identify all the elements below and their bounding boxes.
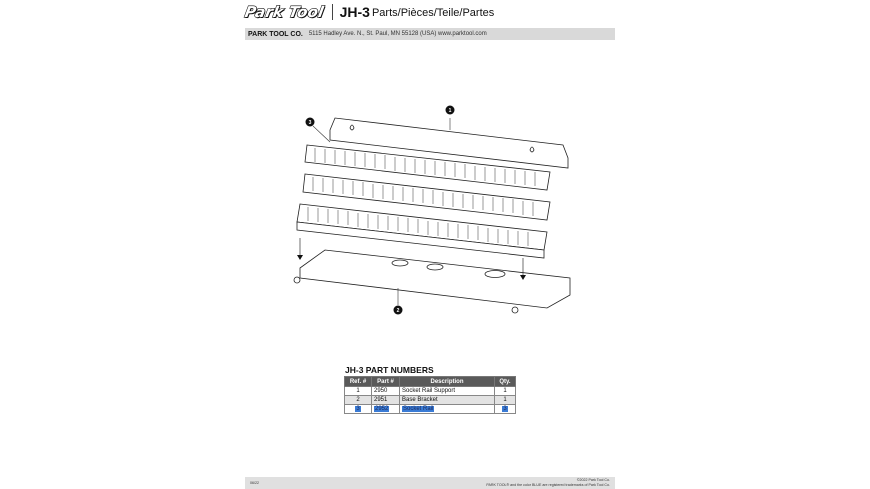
svg-text:3: 3 bbox=[308, 120, 312, 126]
cell-qty: 1 bbox=[495, 387, 516, 396]
exploded-parts-diagram bbox=[285, 100, 585, 320]
address-bar bbox=[245, 28, 615, 40]
park-tool-logo: Park Tool bbox=[243, 3, 326, 21]
cell-description: Socket Rail Support bbox=[400, 387, 495, 396]
base-bracket-part bbox=[300, 250, 570, 308]
parts-table bbox=[344, 376, 516, 414]
svg-text:2: 2 bbox=[396, 308, 400, 314]
cell-description-selected[interactable]: Socket Rail bbox=[403, 406, 434, 412]
cell-part-selected[interactable]: 2952 bbox=[375, 406, 389, 412]
cell-ref-selected[interactable]: 3 bbox=[356, 406, 360, 412]
svg-text:1: 1 bbox=[448, 108, 452, 114]
cell-description: Base Bracket bbox=[400, 396, 495, 405]
header-ref: Ref. # bbox=[345, 377, 372, 387]
parts-table-header bbox=[345, 377, 516, 387]
revision-date: 06/22 bbox=[250, 481, 259, 485]
header-qty: Qty. bbox=[495, 377, 516, 387]
table-row bbox=[345, 396, 516, 405]
cell-ref: 2 bbox=[345, 396, 372, 405]
trademark-text: PARK TOOL® and the color BLUE are registered trademarks of Park Tool Co. bbox=[486, 482, 610, 487]
cell-qty-selected[interactable]: 3 bbox=[503, 406, 507, 412]
cell-ref: 1 bbox=[345, 387, 372, 396]
copyright-text: ©2022 Park Tool Co. bbox=[576, 478, 610, 482]
header-description: Description bbox=[400, 377, 495, 387]
document-page bbox=[245, 0, 615, 489]
cell-qty: 1 bbox=[495, 396, 516, 405]
model-number: JH-3 bbox=[339, 4, 370, 20]
copyright-block bbox=[486, 478, 610, 487]
table-row bbox=[345, 387, 516, 396]
header-part: Part # bbox=[372, 377, 400, 387]
cell-part: 2951 bbox=[372, 396, 400, 405]
cell-part: 2950 bbox=[372, 387, 400, 396]
languages-label: Parts/Pièces/Teile/Partes bbox=[371, 7, 495, 19]
company-name: PARK TOOL CO. bbox=[248, 30, 303, 38]
page-footer bbox=[245, 477, 615, 489]
company-address: 5115 Hadley Ave. N., St. Paul, MN 55128 (USA) www.parktool.com bbox=[308, 31, 487, 37]
table-row-selected[interactable] bbox=[345, 405, 516, 414]
page-header bbox=[245, 3, 494, 21]
parts-table-title: JH-3 PART NUMBERS bbox=[345, 365, 434, 375]
header-divider bbox=[332, 4, 333, 20]
